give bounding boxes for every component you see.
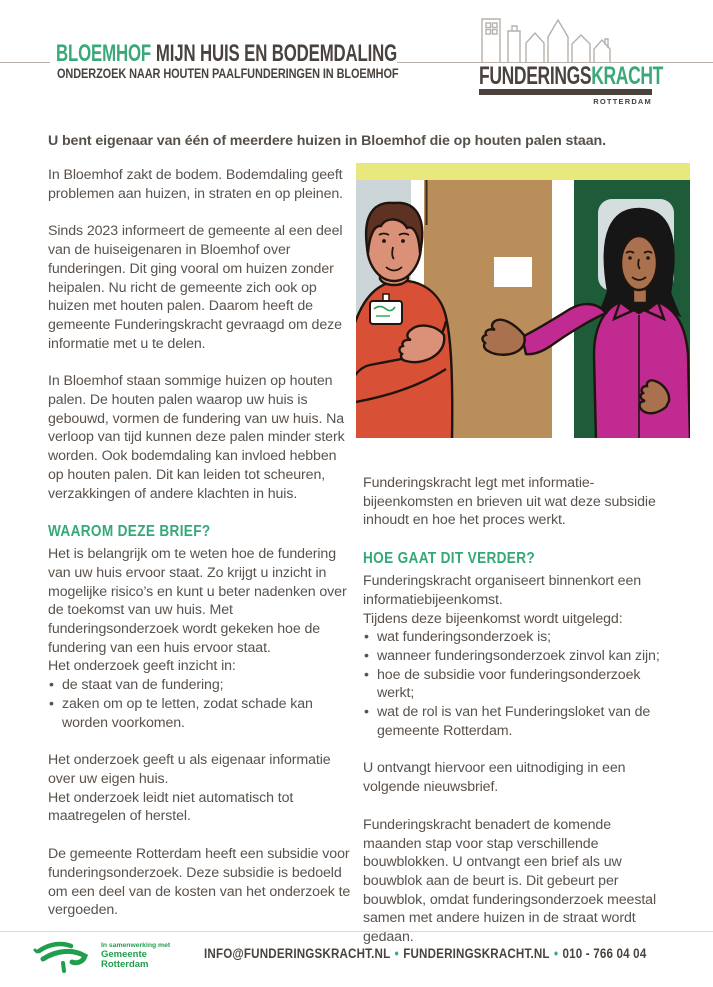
paragraph-line: Het onderzoek geeft u als eigenaar informatie over uw eigen huis. [48, 752, 331, 787]
funderingskracht-logo [479, 17, 663, 106]
paragraph [48, 751, 354, 826]
partner-name-line2: Rotterdam [101, 959, 149, 970]
footer-website: FUNDERINGSKRACHT.NL [403, 946, 550, 961]
partner-name-line1: Gemeente [101, 949, 147, 960]
logo-wordmark-part2: KRACHT [591, 62, 663, 90]
mail-slot [494, 257, 532, 287]
paragraph: In Bloemhof zakt de bodem. Bodemdaling geeft problemen aan huizen, in straten en op pleinen. [48, 167, 344, 202]
bullet-item: • hoe de subsidie voor funderingsonderzoek werkt; [363, 666, 671, 703]
footer-phone: 010 - 766 04 04 [562, 946, 647, 961]
footer-contact [204, 946, 646, 961]
bullet-item: • wat funderingsonderzoek is; [363, 628, 671, 647]
logo-wordmark [479, 62, 663, 90]
paragraph: Het is belangrijk om te weten hoe de fundering van uw huis ervoor staat. Zo krijgt u inzicht in mogelijke risico’s en kunt u beter nadenken over de toekomst van uw huis. Met funderingsonderzoek wordt gekeken hoe de fundering van een huis ervoor staat. [48, 546, 347, 656]
paragraph: In Bloemhof staan sommige huizen op houten palen. De houten palen waarop uw huis is gebouwd, vormen de fundering van uw huis. Na verloop van tijd kunnen deze palen minder sterk worden. Ook bodemdaling kan invloed hebben op houten palen. Dit kan leiden tot scheuren, verzakkingen of andere klachten in huis. [48, 373, 345, 502]
bullet-list [363, 628, 671, 740]
logo-wordmark-part1: FUNDERINGS [479, 62, 592, 90]
partner-pre-label: In samenwerking met [101, 942, 171, 949]
intro-statement: U bent eigenaar van één of meerdere huizen in Bloemhof die op houten palen staan. [48, 133, 606, 149]
page-title-rest: MIJN HUIS EN BODEMDALING [155, 40, 398, 67]
page-subtitle: ONDERZOEK NAAR HOUTEN PAALFUNDERINGEN IN BLOEMHOF [57, 66, 399, 81]
bullet-item: • wanneer funderingsonderzoek zinvol kan zijn; [363, 647, 671, 666]
bullet-item: • zaken om op te letten, zodat schade kan worden voorkomen. [48, 695, 354, 732]
partner-text [101, 942, 170, 970]
page-title [56, 40, 398, 67]
right-column [363, 162, 671, 966]
paragraph: U ontvangt hiervoor een uitnodiging in een volgende nieuwsbrief. [363, 760, 626, 796]
bullet-item: • wat de rol is van het Funderingsloket van de gemeente Rotterdam. [363, 703, 671, 740]
page-header [50, 40, 397, 83]
paragraph: Funderingskracht legt met informatie-bijeenkomsten en brieven uit wat deze subsidie inhoudt en hoe het proces werkt. [363, 475, 656, 529]
footer-rule [0, 931, 713, 932]
section-heading-hoe: HOE GAAT DIT VERDER? [363, 550, 536, 568]
page-title-highlight: BLOEMHOF [56, 40, 152, 67]
paragraph: Tijdens deze bijeenkomst wordt uitgelegd: [363, 610, 623, 627]
left-column [48, 166, 354, 939]
paragraph: Funderingskracht organiseert binnenkort een informatiebijeenkomst. [363, 573, 642, 608]
awning-band [356, 163, 690, 180]
separator-dot: • [553, 946, 559, 961]
footer-email: INFO@FUNDERINGSKRACHT.NL [204, 946, 391, 961]
rotterdam-logo-icon [33, 937, 93, 975]
bullet-item: • de staat van de fundering; [48, 676, 354, 695]
paragraph-line: Het onderzoek leidt niet automatisch tot maatregelen of herstel. [48, 789, 294, 825]
skyline-icon [479, 17, 654, 63]
partner-block [33, 937, 170, 975]
doorstep-illustration [356, 163, 690, 438]
logo-city-label: ROTTERDAM [593, 97, 652, 106]
paragraph: Het onderzoek geeft inzicht in: [48, 658, 236, 675]
paragraph: De gemeente Rotterdam heeft een subsidie voor funderingsonderzoek. Deze subsidie is bedoeld om een deel van de kosten van het onderzoek te vergoeden. [48, 846, 351, 919]
section-heading-waarom: WAAROM DEZE BRIEF? [48, 523, 211, 541]
paragraph: Sinds 2023 informeert de gemeente al een deel van de huiseigenaren in Bloemhof over funderingen. Dit ging vooral om huizen zonder heipalen. Nu richt de gemeente zich ook op huizen met houten palen. Daarom heeft de gemeente Funderingskracht gevraagd om deze informatie met u te delen. [48, 223, 343, 352]
paragraph: Funderingskracht benadert de komende maanden stap voor stap verschillende bouwblokken. U ontvangt een brief als uw bouwblok aan de beurt is. Dit gebeurt per bouwblok, omdat funderingsonderzoek meestal samen met andere huizen in de straat wordt gedaan. [363, 816, 657, 946]
bullet-list [48, 676, 354, 732]
separator-dot: • [394, 946, 399, 961]
